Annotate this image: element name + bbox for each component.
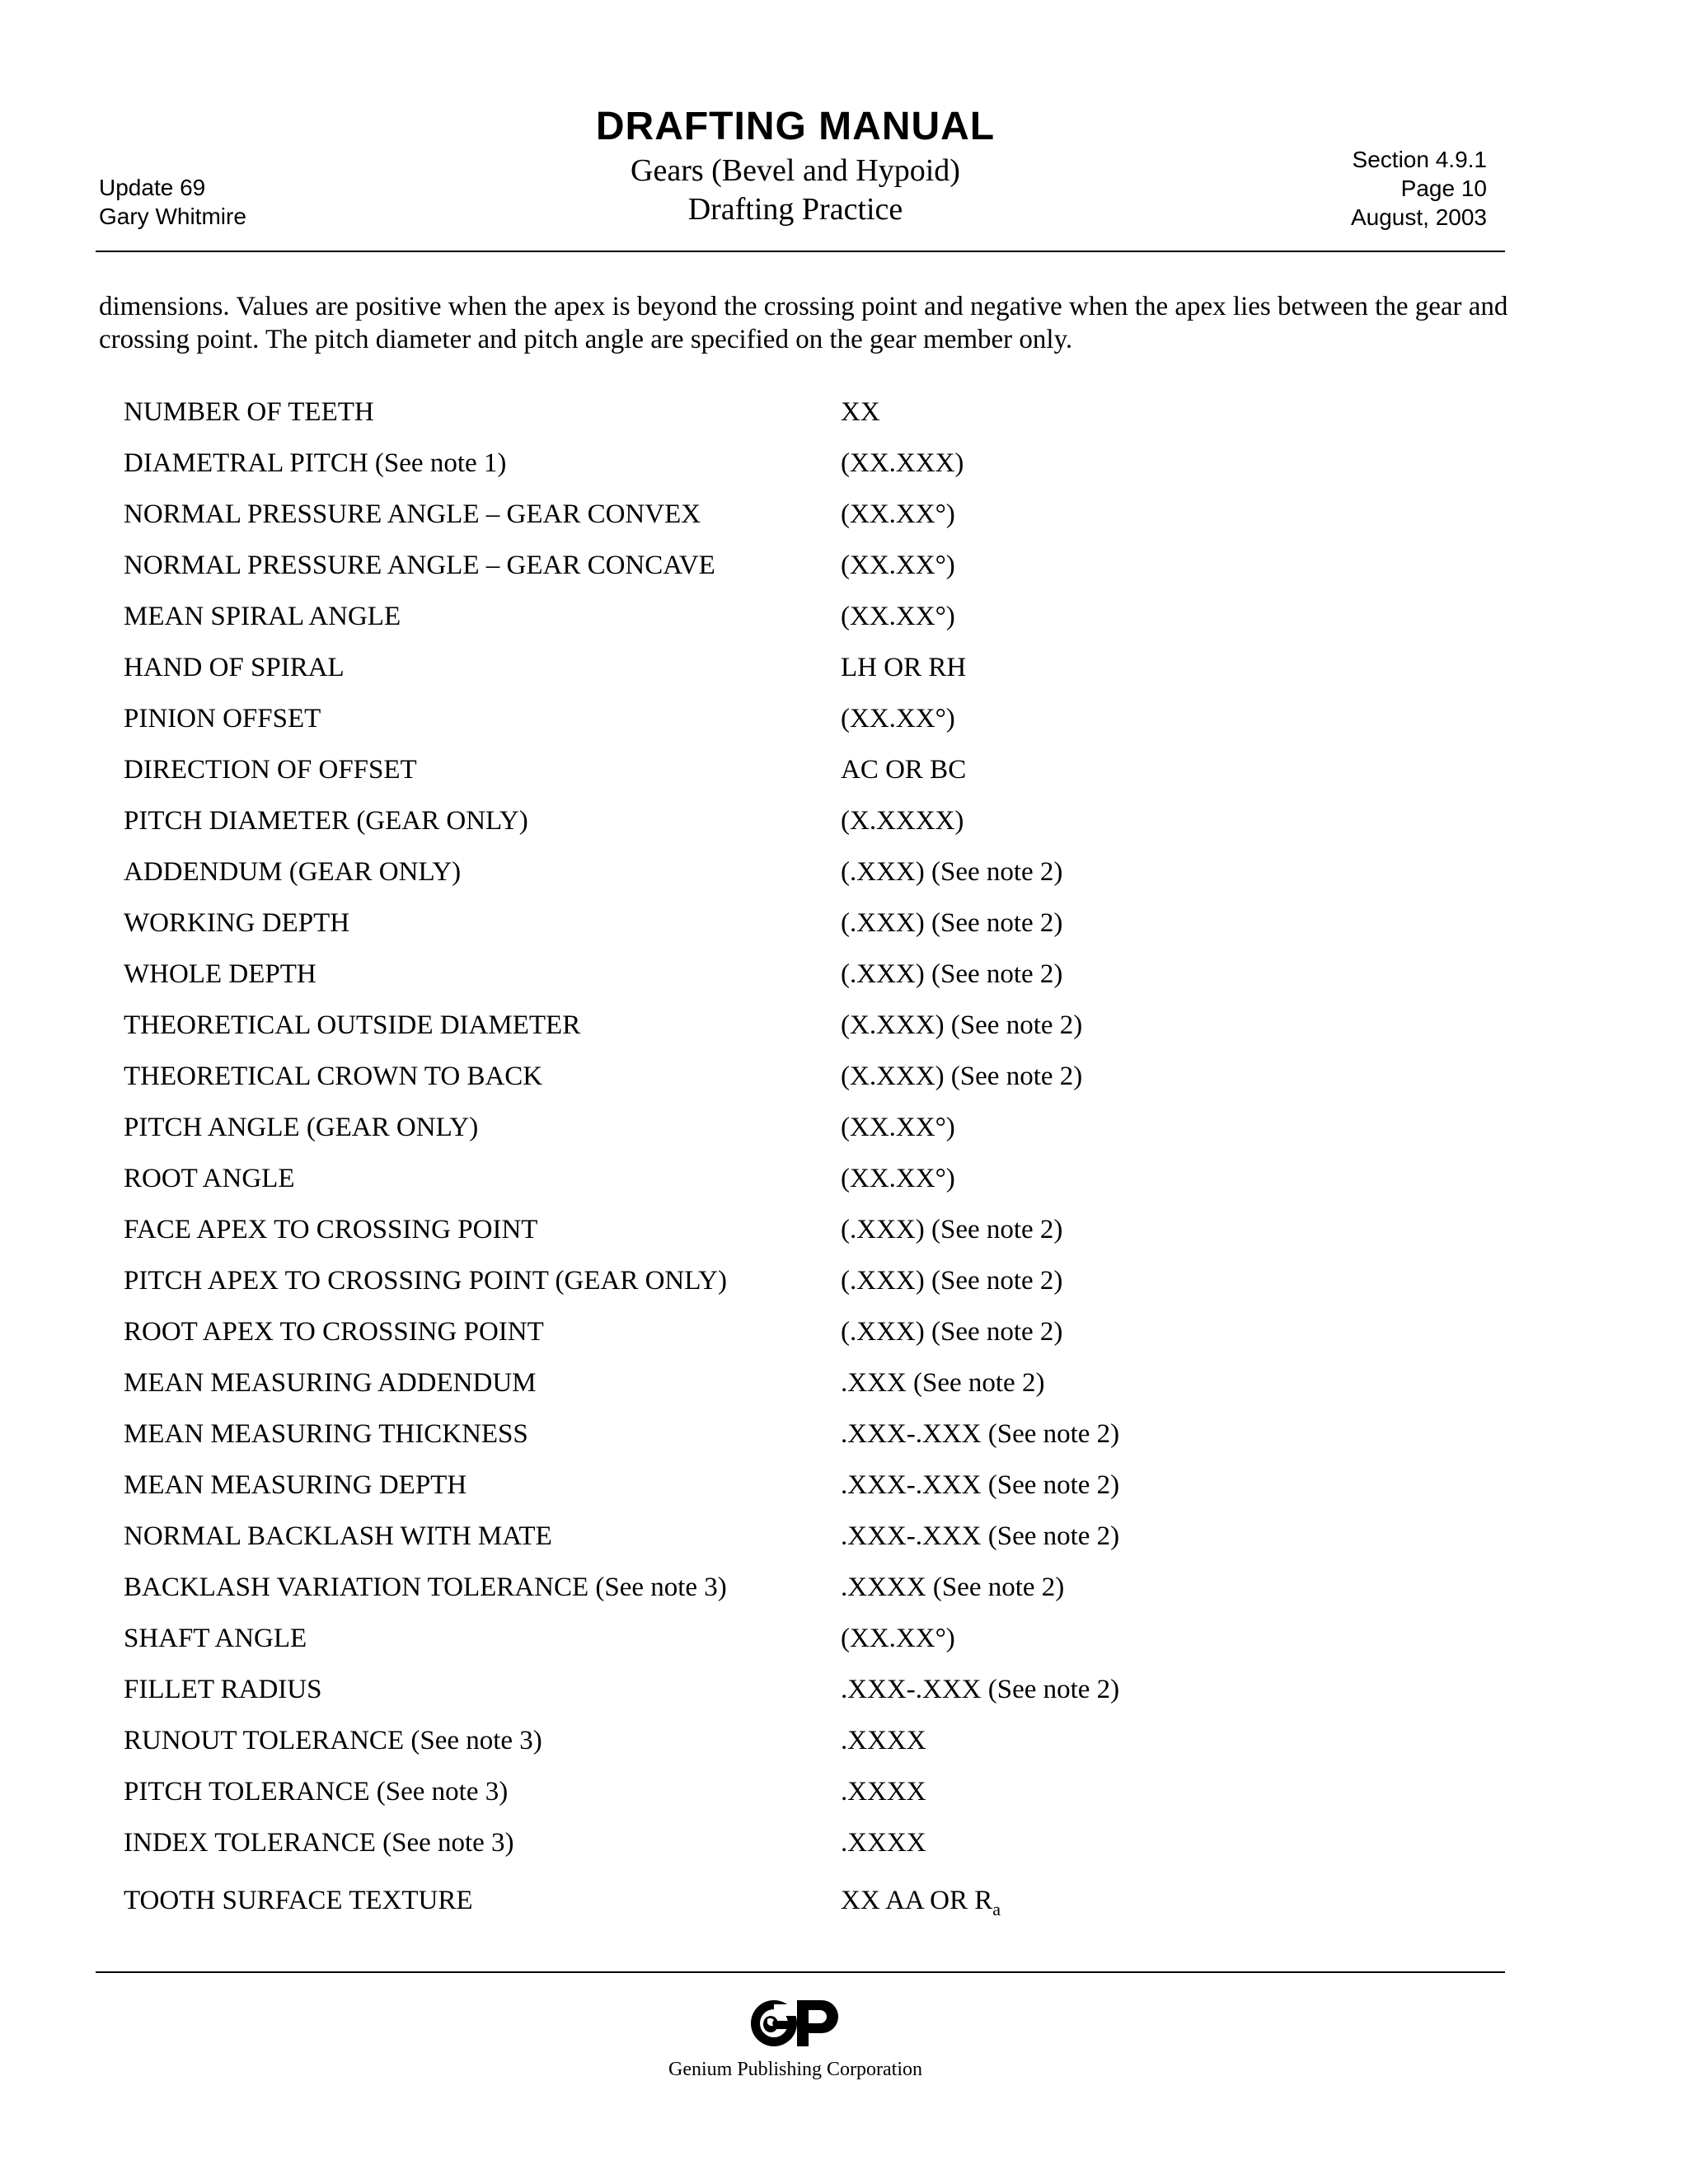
- doc-subtitle-line1: Gears (Bevel and Hypoid): [631, 153, 960, 188]
- spec-label: NORMAL BACKLASH WITH MATE: [124, 1521, 552, 1551]
- spec-value-main: XX AA OR R: [841, 1886, 993, 1915]
- doc-title: DRAFTING MANUAL: [595, 105, 996, 148]
- spec-value: .XXXX: [841, 1828, 926, 1858]
- spec-row: [124, 1414, 1278, 1465]
- spec-value: .XXXX: [841, 1777, 926, 1807]
- spec-value: XX: [841, 397, 880, 427]
- spec-row: [124, 750, 1278, 801]
- spec-value: .XXXX: [841, 1726, 926, 1755]
- update-label: Update 69: [99, 175, 206, 200]
- spec-label: TOOTH SURFACE TEXTURE: [124, 1886, 473, 1915]
- spec-label: PINION OFFSET: [124, 704, 321, 733]
- spec-value: .XXXX (See note 2): [841, 1572, 1065, 1602]
- spec-label: PITCH ANGLE (GEAR ONLY): [124, 1113, 479, 1142]
- spec-label: SHAFT ANGLE: [124, 1624, 307, 1653]
- spec-value-subscript: a: [992, 1899, 1001, 1919]
- spec-row: [124, 954, 1278, 1005]
- intro-paragraph: dimensions. Values are positive when the apex is beyond the crossing point and negative when the apex lies between the gear and crossing point. The pitch diameter and pitch angle are specified on the gear member only.: [99, 292, 1508, 354]
- spec-row: [124, 1312, 1278, 1363]
- spec-value: (XX.XX°): [841, 1624, 955, 1653]
- spec-row: [124, 443, 1278, 494]
- spec-label: INDEX TOLERANCE (See note 3): [124, 1828, 514, 1858]
- spec-label: NORMAL PRESSURE ANGLE – GEAR CONVEX: [124, 499, 701, 529]
- spec-value: (.XXX) (See note 2): [841, 1215, 1063, 1244]
- spec-value: .XXX-.XXX (See note 2): [841, 1470, 1120, 1500]
- footer: [0, 1994, 1591, 2082]
- spec-row: [124, 494, 1278, 546]
- spec-row: [124, 1772, 1278, 1823]
- spec-value: (XX.XXX): [841, 448, 964, 478]
- spec-row: [124, 1108, 1278, 1159]
- genium-logo-icon: [746, 1994, 845, 2052]
- spec-value: AC OR BC: [841, 755, 967, 785]
- spec-label: ROOT APEX TO CROSSING POINT: [124, 1317, 544, 1347]
- spec-value: (.XXX) (See note 2): [841, 1266, 1063, 1296]
- spec-row: [124, 1210, 1278, 1261]
- spec-value: (.XXX) (See note 2): [841, 908, 1063, 938]
- spec-value: .XXX-.XXX (See note 2): [841, 1521, 1120, 1551]
- spec-value: (.XXX) (See note 2): [841, 959, 1063, 989]
- spec-row: [124, 903, 1278, 954]
- doc-subtitle-line2: Drafting Practice: [687, 192, 903, 227]
- spec-label: MEAN SPIRAL ANGLE: [124, 602, 401, 631]
- spec-value: (XX.XX°): [841, 704, 955, 733]
- spec-label: RUNOUT TOLERANCE (See note 3): [124, 1726, 542, 1755]
- spec-row: [124, 1670, 1278, 1721]
- spec-row: [124, 1568, 1278, 1619]
- spec-label: FACE APEX TO CROSSING POINT: [124, 1215, 538, 1244]
- spec-value: (.XXX) (See note 2): [841, 857, 1063, 887]
- spec-label: DIRECTION OF OFFSET: [124, 755, 417, 785]
- spec-value: (XX.XX°): [841, 602, 955, 631]
- spec-row: [124, 648, 1278, 699]
- spec-row: [124, 1363, 1278, 1414]
- spec-value: (XX.XX°): [841, 551, 955, 580]
- spec-value: .XXX (See note 2): [841, 1368, 1045, 1398]
- spec-row: [124, 1619, 1278, 1670]
- header-right: [1351, 145, 1487, 232]
- spec-value: (X.XXX) (See note 2): [841, 1010, 1083, 1040]
- spec-value: (XX.XX°): [841, 499, 955, 529]
- spec-label: PITCH TOLERANCE (See note 3): [124, 1777, 509, 1807]
- spec-label: WORKING DEPTH: [124, 908, 350, 938]
- spec-label: THEORETICAL CROWN TO BACK: [124, 1062, 543, 1091]
- spec-label: ADDENDUM (GEAR ONLY): [124, 857, 462, 887]
- spec-label: PITCH DIAMETER (GEAR ONLY): [124, 806, 528, 836]
- spec-value: (XX.XX°): [841, 1164, 955, 1193]
- spec-row: [124, 1057, 1278, 1108]
- spec-label: BACKLASH VARIATION TOLERANCE (See note 3): [124, 1572, 727, 1602]
- spec-row: [124, 1261, 1278, 1312]
- spec-row: [124, 1823, 1278, 1874]
- spec-value: .XXX-.XXX (See note 2): [841, 1675, 1120, 1704]
- header-divider: [96, 251, 1505, 252]
- spec-label: MEAN MEASURING THICKNESS: [124, 1419, 528, 1449]
- spec-row: [124, 1721, 1278, 1772]
- spec-label: HAND OF SPIRAL: [124, 653, 345, 682]
- spec-label: ROOT ANGLE: [124, 1164, 295, 1193]
- spec-row: [124, 801, 1278, 852]
- spec-row: [124, 1159, 1278, 1210]
- spec-label: DIAMETRAL PITCH (See note 1): [124, 448, 507, 478]
- spec-label: THEORETICAL OUTSIDE DIAMETER: [124, 1010, 581, 1040]
- spec-value: .XXX-.XXX (See note 2): [841, 1419, 1120, 1449]
- spec-row: [124, 852, 1278, 903]
- spec-row: [124, 1005, 1278, 1057]
- author-label: Gary Whitmire: [99, 204, 246, 229]
- footer-divider: [96, 1971, 1505, 1973]
- spec-row: [124, 597, 1278, 648]
- spec-row-tooth-surface-texture: [124, 1881, 1278, 1938]
- spec-row: [124, 1465, 1278, 1516]
- spec-row: [124, 546, 1278, 597]
- spec-label: NORMAL PRESSURE ANGLE – GEAR CONCAVE: [124, 551, 715, 580]
- date-label: August, 2003: [1350, 204, 1487, 230]
- spec-label: PITCH APEX TO CROSSING POINT (GEAR ONLY): [124, 1266, 727, 1296]
- spec-value: (.XXX) (See note 2): [841, 1317, 1063, 1347]
- spec-value: (X.XXX) (See note 2): [841, 1062, 1083, 1091]
- publisher-name: Genium Publishing Corporation: [668, 2059, 922, 2080]
- spec-row: [124, 699, 1278, 750]
- spec-value: LH OR RH: [841, 653, 967, 682]
- spec-label: MEAN MEASURING DEPTH: [124, 1470, 467, 1500]
- page-number: Page 10: [1400, 176, 1487, 201]
- spec-value: [841, 1881, 1001, 1920]
- spec-table: [124, 392, 1278, 1938]
- spec-row: [124, 392, 1278, 443]
- spec-value: (XX.XX°): [841, 1113, 955, 1142]
- spec-label: FILLET RADIUS: [124, 1675, 322, 1704]
- section-label: Section 4.9.1: [1352, 147, 1487, 172]
- spec-label: WHOLE DEPTH: [124, 959, 316, 989]
- spec-row: [124, 1516, 1278, 1568]
- spec-value: (X.XXXX): [841, 806, 964, 836]
- spec-label: MEAN MEASURING ADDENDUM: [124, 1368, 537, 1398]
- spec-label: NUMBER OF TEETH: [124, 397, 374, 427]
